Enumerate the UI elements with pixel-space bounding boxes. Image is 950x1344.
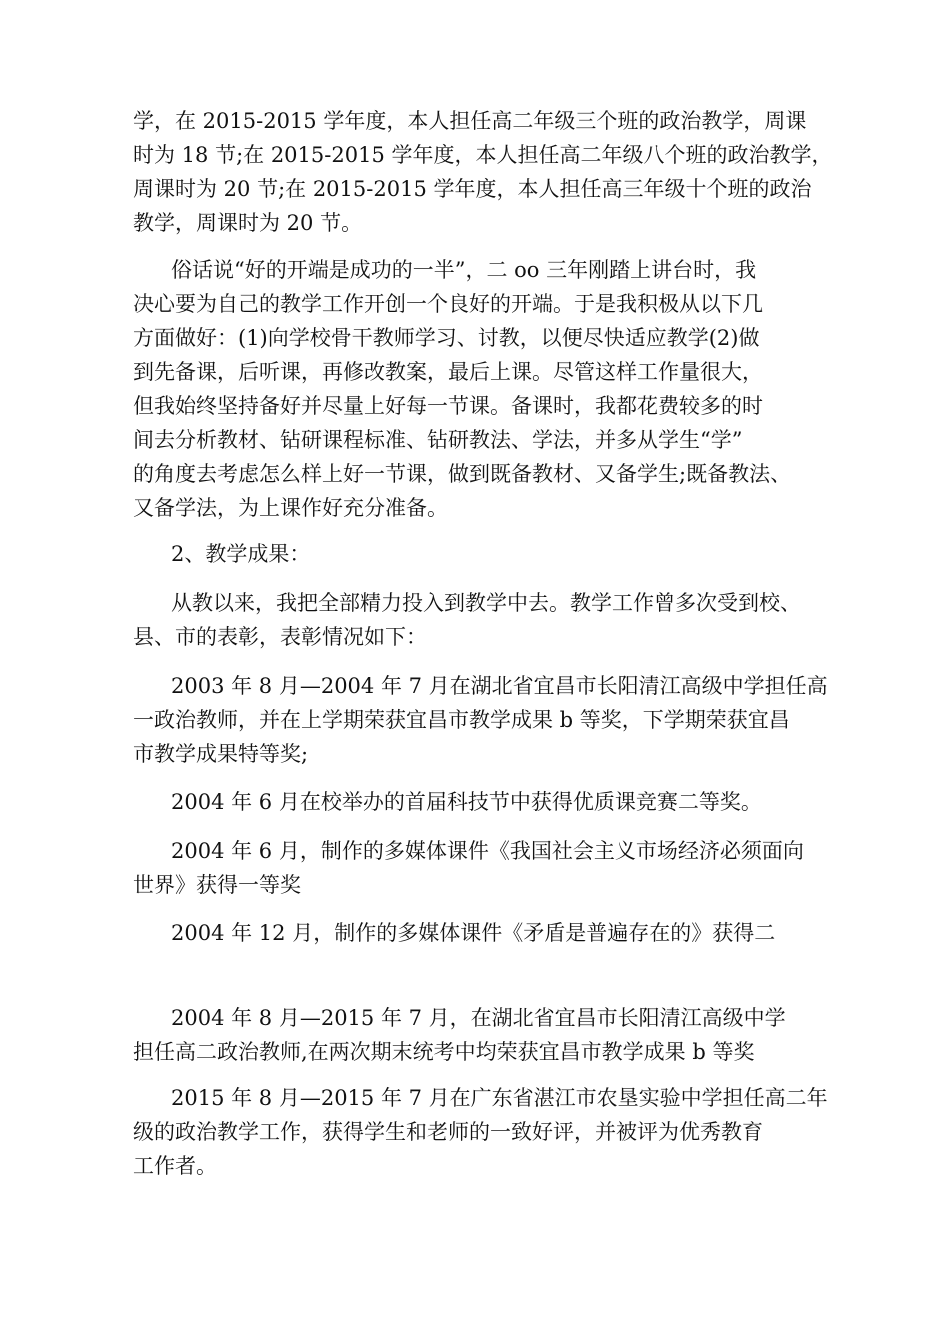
paragraph-award-2004-2015 xyxy=(133,1001,833,1069)
paragraph-line: 担任高二政治教师,在两次期末统考中均荣获宜昌市教学成果 b 等奖 xyxy=(133,1040,755,1064)
paragraph-good-start xyxy=(133,253,833,525)
paragraph-line: 世界》获得一等奖 xyxy=(133,873,301,897)
paragraph-line: 但我始终坚持备好并尽量上好每一节课。备课时，我都花费较多的时 xyxy=(133,394,763,418)
paragraph-line: 决心要为自己的教学工作开创一个良好的开端。于是我积极从以下几 xyxy=(133,292,763,316)
paragraph-line: 周课时为 20 节;在 2015-2015 学年度，本人担任高三年级十个班的政治 xyxy=(133,177,812,201)
paragraph-line: 到先备课，后听课，再修改教案，最后上课。尽管这样工作量很大， xyxy=(133,360,763,384)
paragraph-line: 间去分析教材、钻研课程标准、钻研教法、学法，并多从学生“学” xyxy=(133,428,743,452)
paragraph-line: 工作者。 xyxy=(133,1154,217,1178)
paragraph-line: 2004 年 6 月，制作的多媒体课件《我国社会主义市场经济必须面向 xyxy=(171,839,804,863)
paragraph-award-2004-june-courseware xyxy=(133,834,833,902)
paragraph-line: 方面做好：(1)向学校骨干教师学习、讨教，以便尽快适应教学(2)做 xyxy=(133,326,760,350)
paragraph-line: 从教以来，我把全部精力投入到教学中去。教学工作曾多次受到校、 xyxy=(171,591,801,615)
section-heading-teaching-results xyxy=(133,537,833,571)
paragraph-award-2004-june-contest xyxy=(133,785,833,819)
paragraph-award-2004-december xyxy=(133,916,833,950)
paragraph-line: 2、教学成果： xyxy=(171,542,311,566)
paragraph-line: 2004 年 6 月在校举办的首届科技节中获得优质课竞赛二等奖。 xyxy=(171,790,762,814)
paragraph-line: 又备学法，为上课作好充分准备。 xyxy=(133,496,448,520)
paragraph-line: 2015 年 8 月—2015 年 7 月在广东省湛江市农垦实验中学担任高二年 xyxy=(171,1086,828,1110)
paragraph-commendations-intro xyxy=(133,586,833,654)
paragraph-line: 级的政治教学工作，获得学生和老师的一致好评，并被评为优秀教育 xyxy=(133,1120,763,1144)
paragraph-award-2015 xyxy=(133,1081,833,1183)
paragraph-line: 2004 年 8 月—2015 年 7 月，在湖北省宜昌市长阳清江高级中学 xyxy=(171,1006,786,1030)
paragraph-line: 教学，周课时为 20 节。 xyxy=(133,211,363,235)
paragraph-line: 俗话说“好的开端是成功的一半”，二 oo 三年刚踏上讲台时，我 xyxy=(171,258,757,282)
paragraph-award-2003 xyxy=(133,669,833,771)
paragraph-line: 一政治教师，并在上学期荣获宜昌市教学成果 b 等奖，下学期荣获宜昌 xyxy=(133,708,790,732)
paragraph-line: 2003 年 8 月—2004 年 7 月在湖北省宜昌市长阳清江高级中学担任高 xyxy=(171,674,828,698)
paragraph-line: 2004 年 12 月，制作的多媒体课件《矛盾是普遍存在的》获得二 xyxy=(171,921,776,945)
paragraph-line: 的角度去考虑怎么样上好一节课，做到既备教材、又备学生;既备教法、 xyxy=(133,462,792,486)
paragraph-teaching-load xyxy=(133,104,833,240)
paragraph-line: 市教学成果特等奖; xyxy=(133,742,309,766)
paragraph-line: 县、市的表彰，表彰情况如下： xyxy=(133,625,427,649)
paragraph-line: 时为 18 节;在 2015-2015 学年度，本人担任高二年级八个班的政治教学， xyxy=(133,143,833,167)
paragraph-line: 学，在 2015-2015 学年度，本人担任高二年级三个班的政治教学，周课 xyxy=(133,109,807,133)
